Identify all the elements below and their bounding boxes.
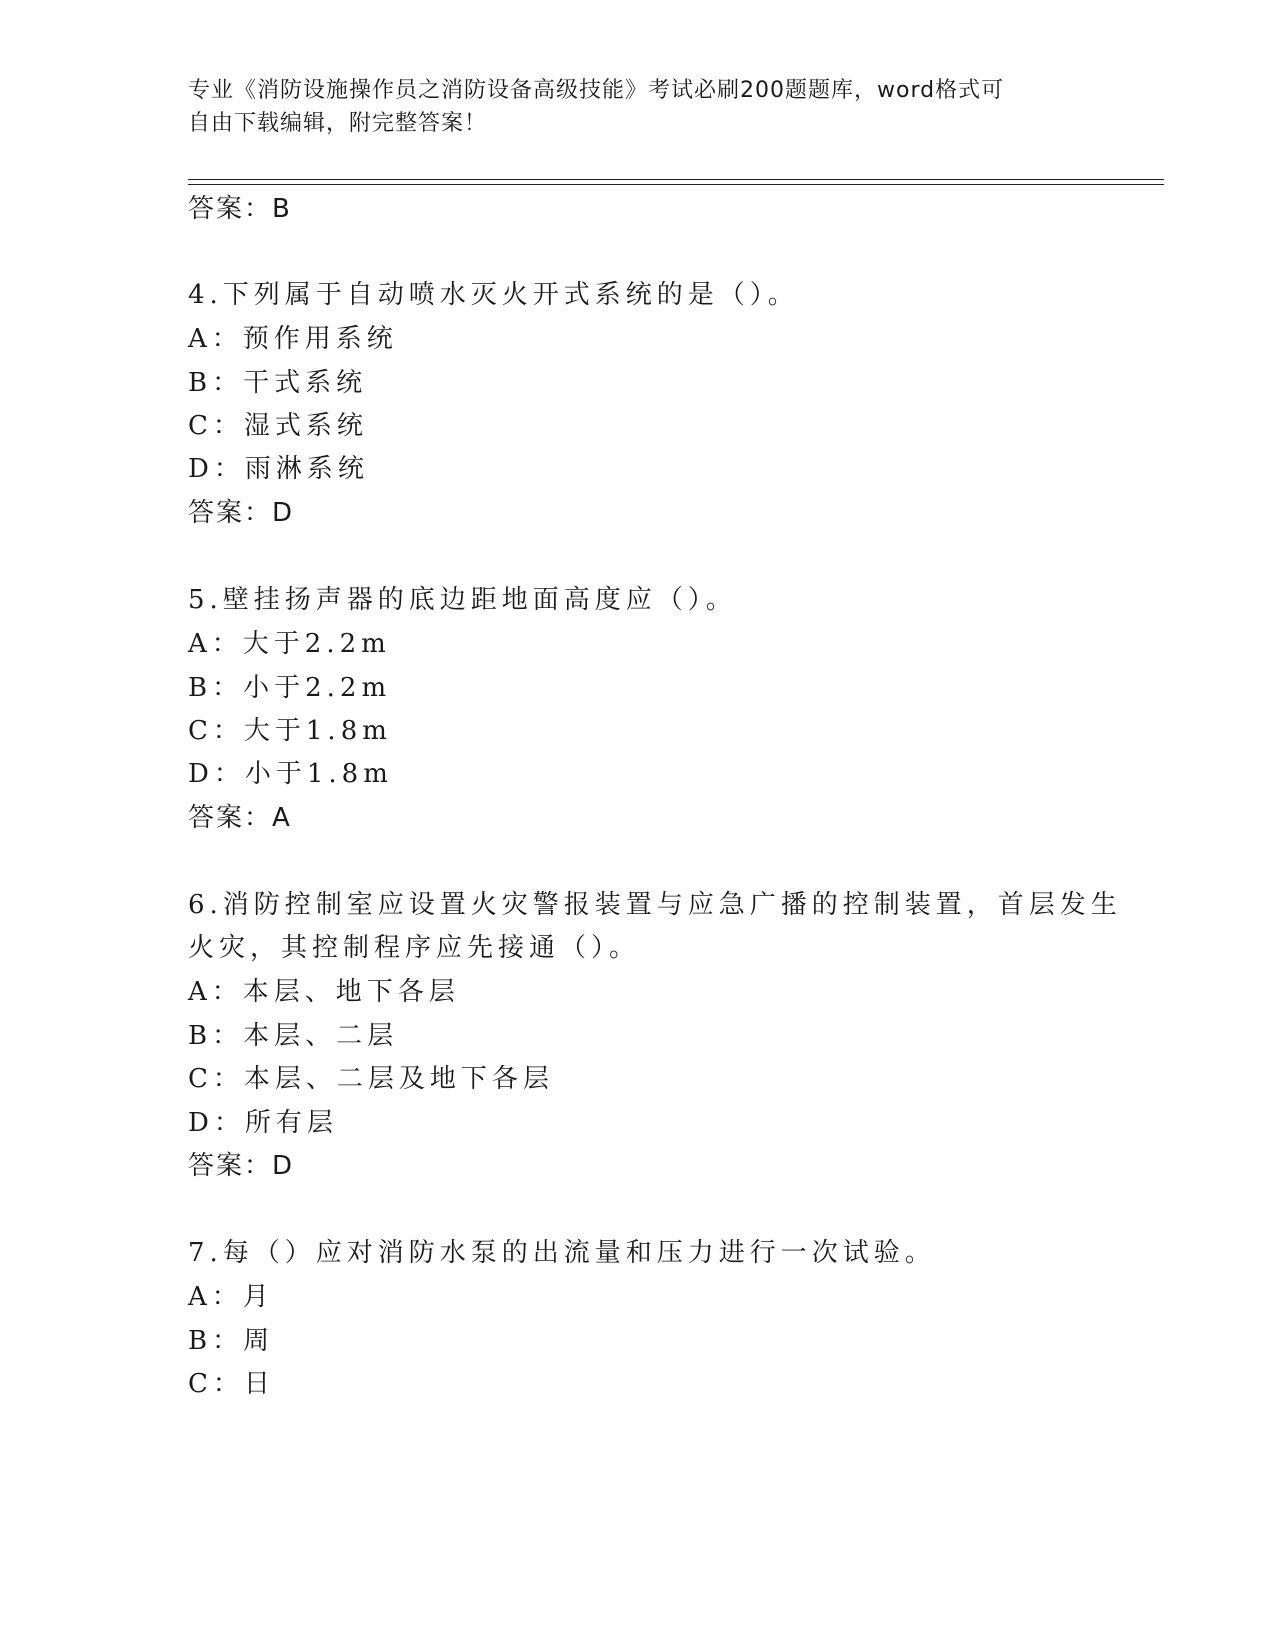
option-b: B：周 — [188, 1326, 275, 1356]
question-stem: 6.消防控制室应设置火灾警报装置与应急广播的控制装置，首层发生 — [188, 890, 1122, 920]
option-b: B：本层、二层 — [188, 1021, 399, 1051]
option-b: B：小于2.2m — [188, 673, 392, 703]
question-stem: 5.壁挂扬声器的底边距地面高度应（）。 — [188, 585, 737, 615]
option-b: B：干式系统 — [188, 368, 368, 398]
answer-line: 答案：D — [188, 1151, 295, 1181]
header-divider-bottom — [188, 184, 1164, 185]
header-line-1: 专业《消防设施操作员之消防设备高级技能》考试必刷200题题库，word格式可 — [188, 78, 1005, 103]
option-d: D：所有层 — [188, 1108, 338, 1138]
option-a: A：本层、地下各层 — [188, 977, 460, 1007]
option-d: D：小于1.8m — [188, 759, 393, 789]
option-a: A：月 — [188, 1282, 274, 1312]
header-divider-top — [188, 179, 1164, 180]
option-a: A：预作用系统 — [188, 324, 398, 354]
answer-line: 答案：B — [188, 194, 292, 224]
option-d: D：雨淋系统 — [188, 454, 369, 484]
option-a: A：大于2.2m — [188, 629, 391, 659]
option-c: C：本层、二层及地下各层 — [188, 1064, 554, 1094]
answer-line: 答案：D — [188, 498, 295, 528]
question-stem: 7.每（）应对消防水泵的出流量和压力进行一次试验。 — [188, 1238, 936, 1268]
option-c: C：日 — [188, 1369, 275, 1399]
header-line-2: 自由下载编辑，附完整答案！ — [188, 111, 488, 136]
document-header — [188, 74, 1088, 140]
answer-line: 答案：A — [188, 803, 292, 833]
option-c: C：大于1.8m — [188, 716, 392, 746]
question-stem-continued: 火灾，其控制程序应先接通（）。 — [188, 933, 641, 963]
option-c: C：湿式系统 — [188, 411, 368, 441]
question-stem: 4.下列属于自动喷水灭火开式系统的是（）。 — [188, 280, 799, 310]
